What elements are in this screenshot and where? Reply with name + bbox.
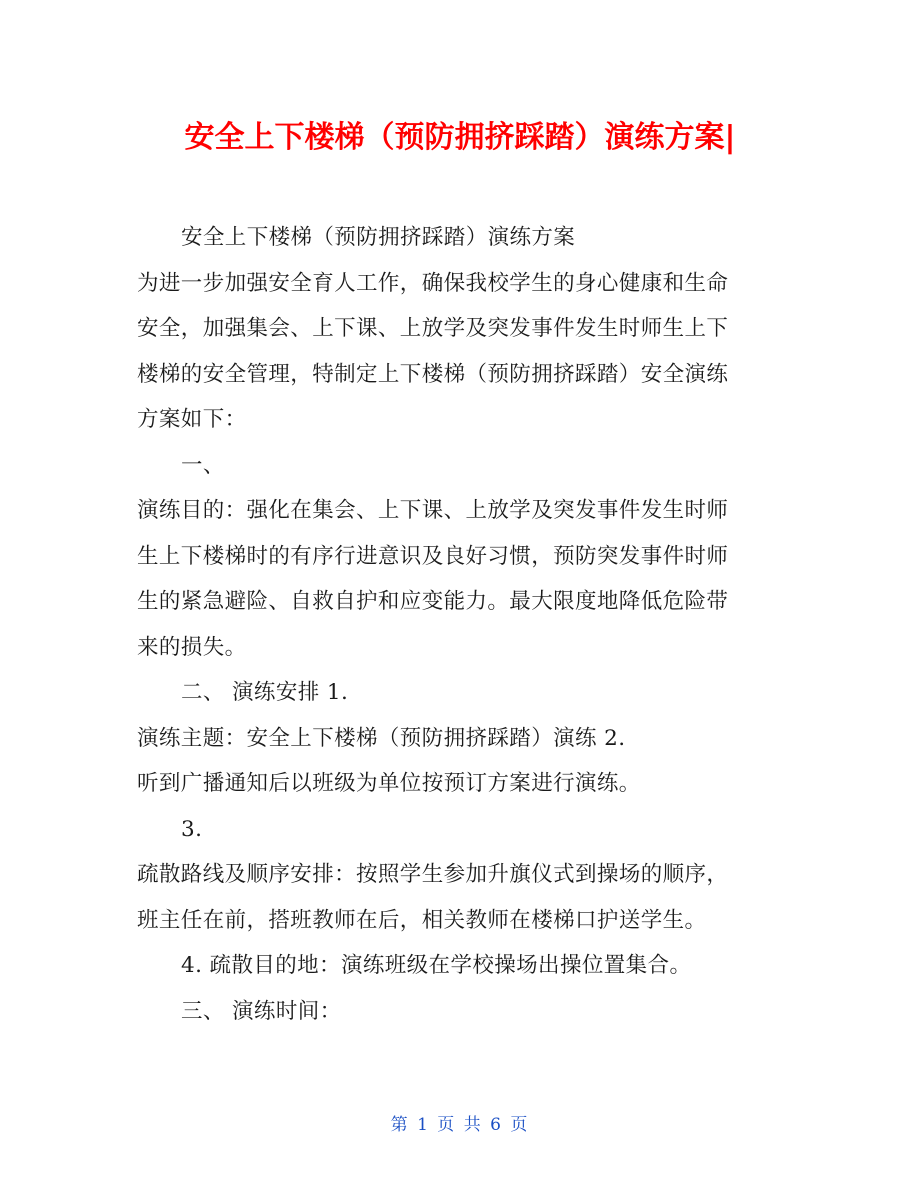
paragraph-line: 方案如下： (137, 407, 247, 432)
paragraph-line: 生的紧急避险、自救自护和应变能力。最大限度地降低危险带 (137, 589, 729, 614)
paragraph-line: 演练目的：强化在集会、上下课、上放学及突发事件发生时师 (137, 498, 729, 523)
paragraph-line: 安全，加强集会、上下课、上放学及突发事件发生时师生上下 (137, 316, 729, 341)
list-item: 4. 疏散目的地：演练班级在学校操场出操位置集合。 (181, 953, 692, 978)
page-footer: 第 1 页 共 6 页 (390, 1115, 530, 1135)
paragraph-line: 演练主题：安全上下楼梯（预防拥挤踩踏）演练 2. (137, 725, 626, 751)
section-heading: 一、 (181, 452, 225, 478)
paragraph-line: 来的损失。 (137, 634, 247, 660)
paragraph-line: 听到广播通知后以班级为单位按预订方案进行演练。 (137, 771, 641, 796)
list-number: 3. (181, 816, 203, 842)
subtitle-line: 安全上下楼梯（预防拥挤踩踏）演练方案 (181, 225, 576, 250)
paragraph-line: 疏散路线及顺序安排：按照学生参加升旗仪式到操场的顺序， (137, 862, 729, 887)
paragraph-line: 班主任在前，搭班教师在后，相关教师在楼梯口护送学生。 (137, 907, 707, 933)
paragraph-line: 生上下楼梯时的有序行进意识及良好习惯，预防突发事件时师 (137, 543, 729, 569)
paragraph-line: 为进一步加强安全育人工作，确保我校学生的身心健康和生命 (137, 270, 729, 296)
paragraph-line: 楼梯的安全管理，特制定上下楼梯（预防拥挤踩踏）安全演练 (137, 361, 729, 387)
document-title: 安全上下楼梯（预防拥挤踩踏）演练方案| (184, 120, 736, 155)
section-heading: 二、 演练安排 1. (181, 680, 349, 705)
section-heading: 三、 演练时间： (181, 998, 342, 1024)
document-body (137, 215, 797, 1034)
